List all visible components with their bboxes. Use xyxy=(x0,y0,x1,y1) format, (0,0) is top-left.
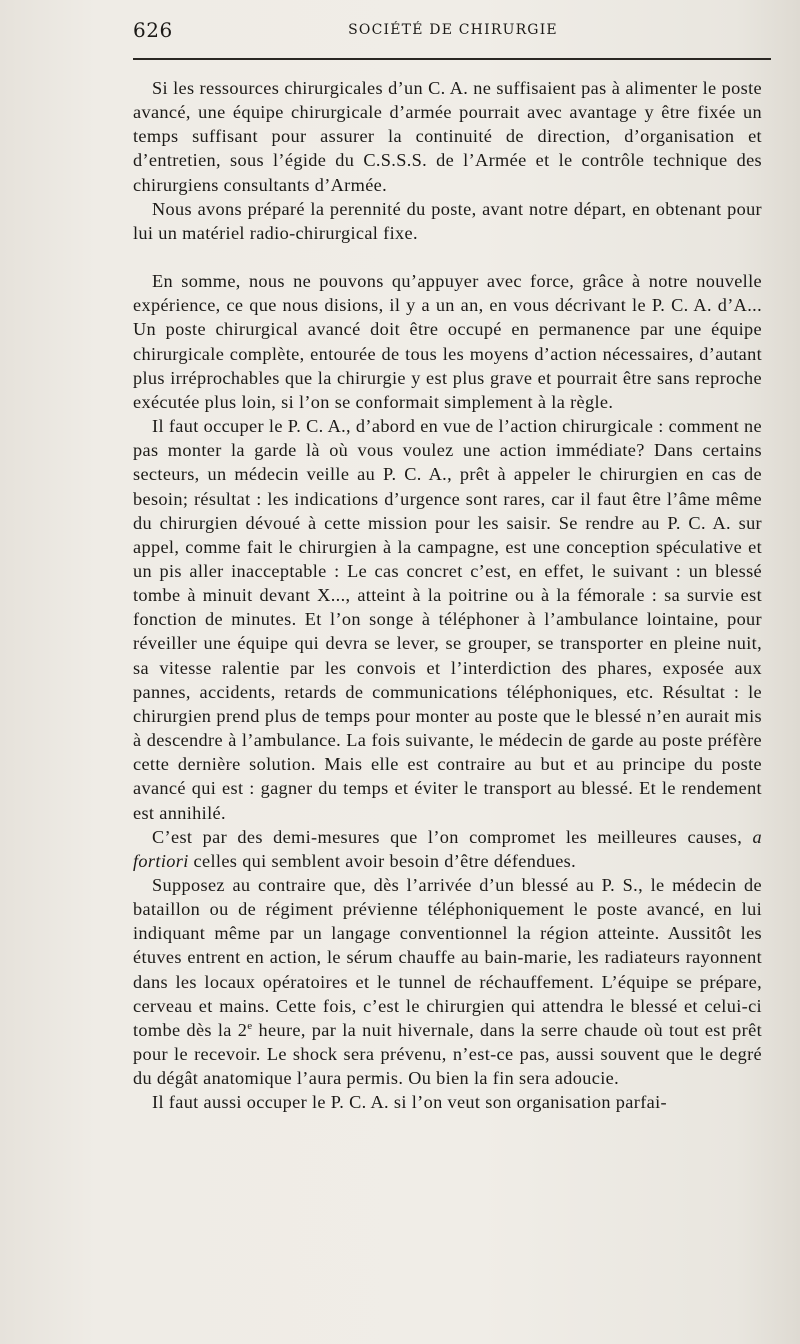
paragraph-text: Supposez au contraire que, dès l’arrivée d’un blessé au P. S., le médecin de bataillon ou de régiment prévienne téléphoniquement le poste avancé, en lui indiquant même par un langage conventionnel la région atteinte. Aussitôt les étuves entrent en action, le sérum chauffe au bain-marie, les radiateurs rayonnent dans les locaux opératoires et le tunnel de réchauffement. L’équipe se prépare, cerveau et mains. Cette fois, c’est le chirurgien qui attendra le blessé et celui-ci tombe dès la 2 xyxy=(133,875,762,1040)
paragraph-text: heure, par la nuit hivernale, dans la serre chaude où tout est prêt pour le recevoir. Le shock sera prévenu, n’est-ce pas, aussi souvent que le degré du dégât anatomique l’aura permis. Ou bien la fin sera adoucie. xyxy=(133,1019,763,1089)
paragraph-text: C’est par des demi-mesures que l’on compromet les meilleures causes, xyxy=(152,826,753,847)
body-text xyxy=(133,76,762,1115)
paragraph xyxy=(133,873,762,1090)
page-number: 626 xyxy=(133,18,173,42)
superscript: e xyxy=(247,1019,253,1032)
paragraph: Si les ressources chirurgicales d’un C. A. ne suffisaient pas à alimenter le poste avancé, une équipe chirurgicale d’armée pourrait avec avantage y être fixée un temps suffisant pour assurer la continuité de direction, d’organisation et d’entretien, sous l’égide du C.S.S.S. de l’Armée et le contrôle technique des chirurgiens consultants d’Armée. xyxy=(133,78,762,195)
paragraph: Nous avons préparé la perennité du poste, avant notre départ, en obtenant pour lui un matériel radio-chirurgical fixe. xyxy=(133,198,762,243)
paragraph: Il faut aussi occuper le P. C. A. si l’on veut son organisation parfai- xyxy=(152,1092,667,1113)
page-header xyxy=(133,18,773,44)
header-rule xyxy=(133,58,771,60)
paragraph xyxy=(133,825,762,873)
running-head: SOCIÉTÉ DE CHIRURGIE xyxy=(348,22,558,38)
paragraph: En somme, nous ne pouvons qu’appuyer avec force, grâce à notre nouvelle expérience, ce que nous disions, il y a un an, en vous décrivant le P. C. A. d’A... Un poste chirurgical avancé doit être occupé en permanence par une équipe chirurgicale complète, entourée de tous les moyens d’action nécessaires, d’autant plus irréprochables que la chirurgie y est plus grave et pourrait être sans reproche exécutée plus loin, si l’on se conformait simplement à la règle. xyxy=(133,271,762,412)
paragraph-text: celles qui semblent avoir besoin d’être défendues. xyxy=(188,850,577,871)
paragraph: Il faut occuper le P. C. A., d’abord en vue de l’action chirurgicale : comment ne pas monter la garde là où vous voulez une action immédiate? Dans certains secteurs, un médecin veille au P. C. A., prêt à appeler le chirurgien en cas de besoin; résultat : les indications d’urgence sont rares, car il faut être l’âme même du chirurgien dévoué à cette mission pour les saisir. Se rendre au P. C. A. sur appel, comme fait le chirurgien à la campagne, est une conception spéculative et un pis aller inacceptable : Le cas concret c’est, en effet, le suivant : un blessé tombe à minuit devant X..., atteint à la poitrine ou à la fémorale : sa survie est fonction de minutes. Et l’on songe à téléphoner à l’ambulance lointaine, pour réveiller une équipe qui devra se lever, se grouper, se transporter en pleine nuit, sa vitesse ralentie par les convois et l’interdiction des phares, exposée aux pannes, accidents, retards de communications téléphoniques, etc. Résultat : le chirurgien prend plus de temps pour monter au poste que le blessé n’en aurait mis à descendre à l’ambulance. La fois suivante, le médecin de garde au poste préfère cette dernière solution. Mais elle est contraire au but et au principe du poste avancé qui est : gagner du temps et éviter le transport au blessé. Et le rendement est annihilé. xyxy=(133,416,762,823)
italic-phrase: a fortiori xyxy=(133,826,762,871)
